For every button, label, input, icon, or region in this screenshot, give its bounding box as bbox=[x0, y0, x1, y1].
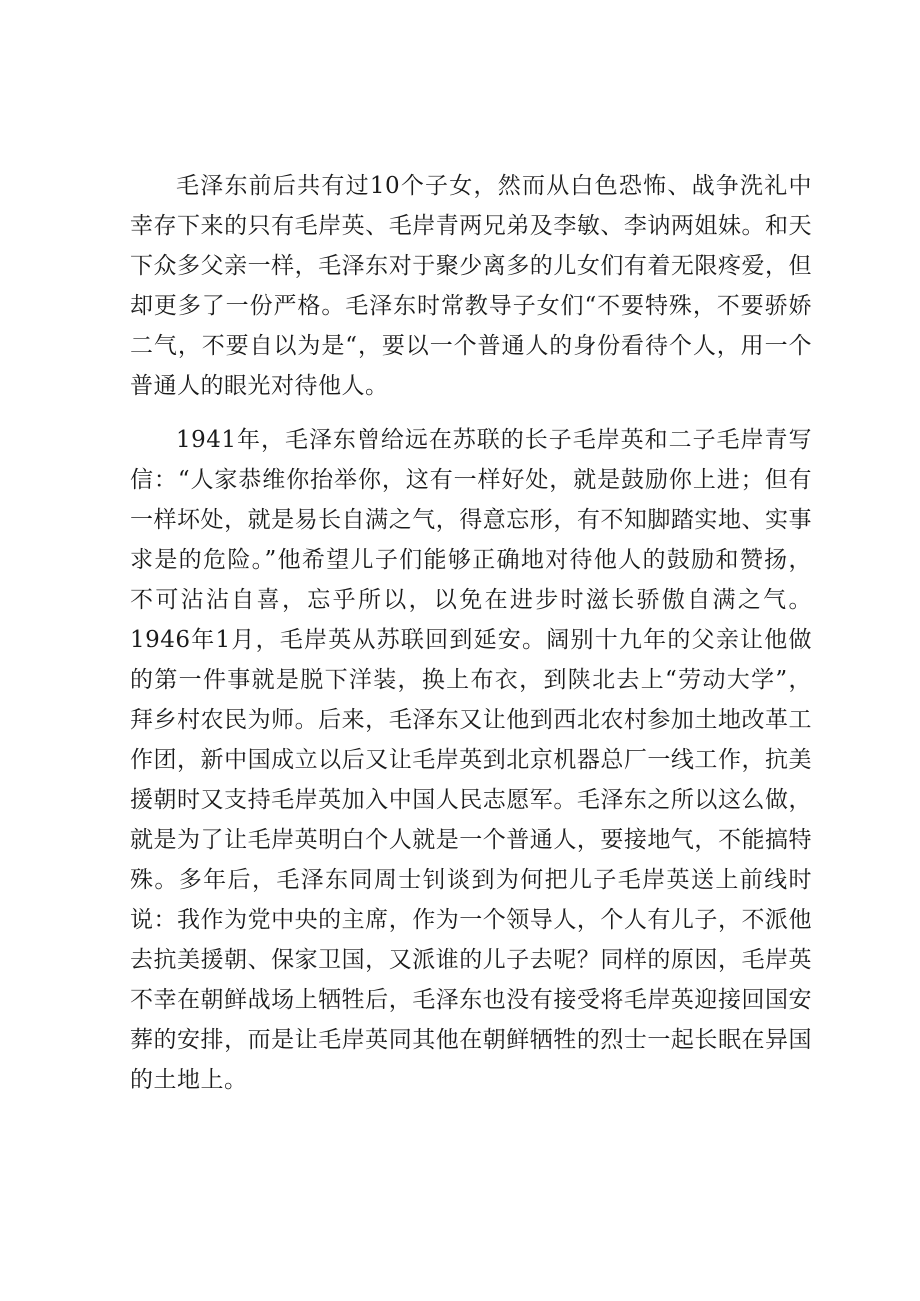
document-body bbox=[130, 166, 812, 1100]
paragraph-2: 1941年，毛泽东曾给远在苏联的长子毛岸英和二子毛岸青写信：“人家恭维你抬举你，这有一样好处，就是鼓励你上进；但有一样坏处，就是易长自满之气，得意忘形，有不知脚踏实地、实事求是的危险。”他希望儿子们能够正确地对待他人的鼓励和赞扬，不可沾沾自喜，忘乎所以，以免在进步时滋长骄傲自满之气。1946年1月，毛岸英从苏联回到延安。阔别十九年的父亲让他做的第一件事就是脱下洋装，换上布衣，到陕北去上“劳动大学”，拜乡村农民为师。后来，毛泽东又让他到西北农村参加土地改革工作团，新中国成立以后又让毛岸英到北京机器总厂一线工作，抗美援朝时又支持毛岸英加入中国人民志愿军。毛泽东之所以这么做，就是为了让毛岸英明白个人就是一个普通人，要接地气，不能搞特殊。多年后，毛泽东同周士钊谈到为何把儿子毛岸英送上前线时说：我作为党中央的主席，作为一个领导人，个人有儿子，不派他去抗美援朝、保家卫国，又派谁的儿子去呢？同样的原因，毛岸英不幸在朝鲜战场上牺牲后，毛泽东也没有接受将毛岸英迎接回国安葬的安排，而是让毛岸英同其他在朝鲜牺牲的烈士一起长眠在异国的土地上。 bbox=[130, 427, 812, 1093]
paragraph-1: 毛泽东前后共有过10个子女，然而从白色恐怖、战争洗礼中幸存下来的只有毛岸英、毛岸青两兄弟及李敏、李讷两姐妹。和天下众多父亲一样，毛泽东对于聚少离多的儿女们有着无限疼爱，但却更多了一份严格。毛泽东时常教导子女们“不要特殊，不要骄娇二气，不要自以为是“，要以一个普通人的身份看待个人，用一个普通人的眼光对待他人。 bbox=[130, 173, 812, 399]
